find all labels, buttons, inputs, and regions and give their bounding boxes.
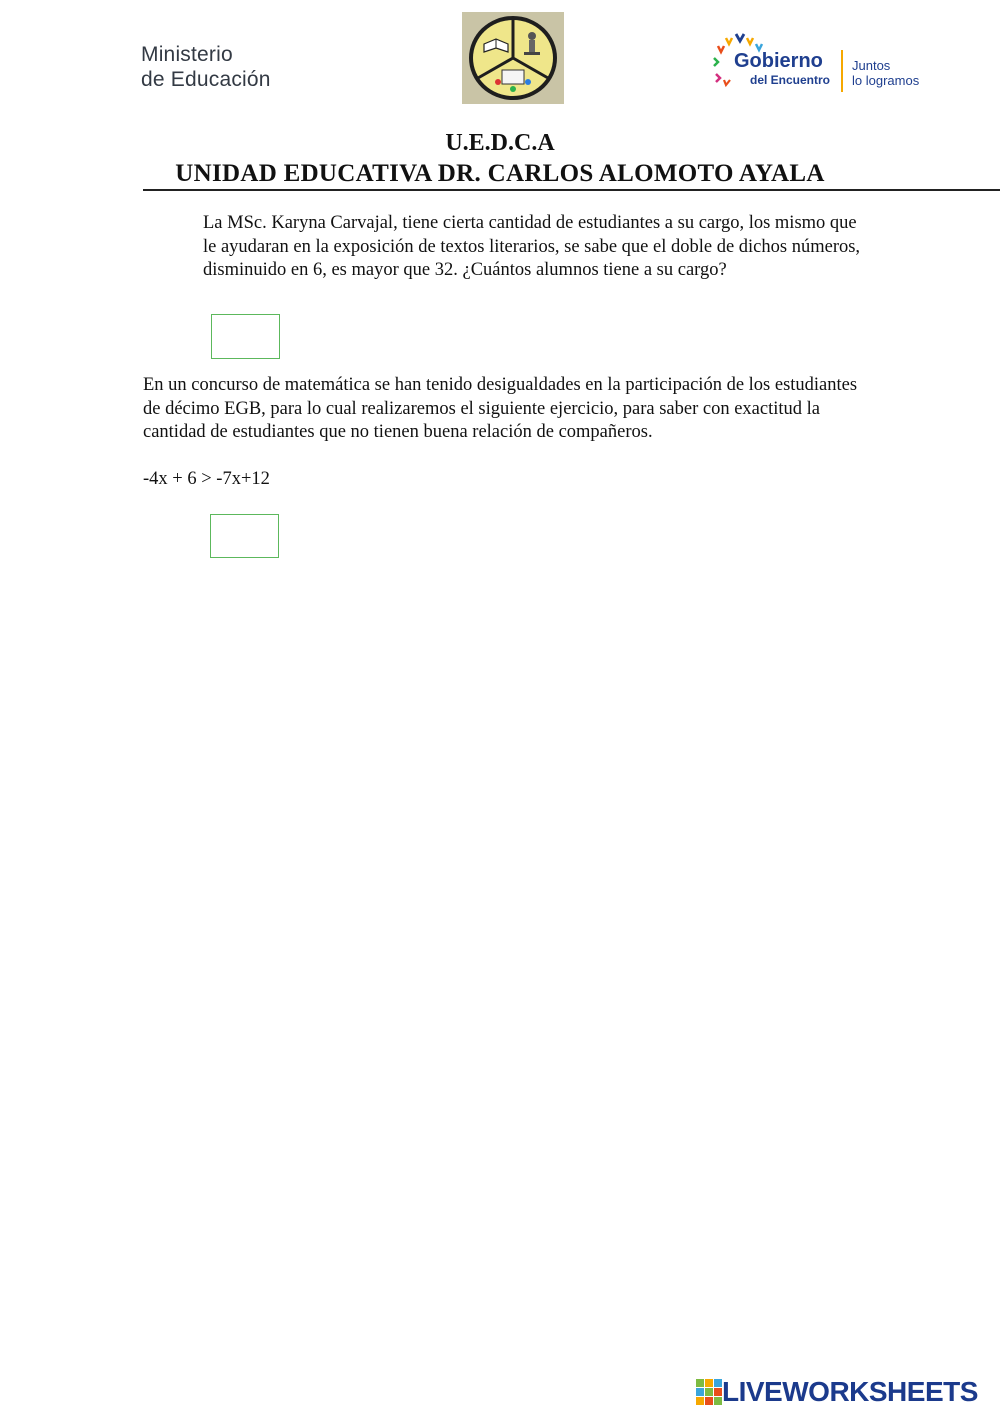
gov-name: Gobierno <box>734 50 823 72</box>
exercise-1-answer-input[interactable] <box>211 314 280 359</box>
exercise-1-text: La MSc. Karyna Carvajal, tiene cierta cantidad de estudiantes a su cargo, los mismo que le ayudaran en la exposición de textos literarios, se sabe que el doble de dichos números, disminuido en 6, es mayor que 32. ¿Cuántos alumnos tiene a su cargo? <box>203 213 861 280</box>
school-acronym: U.E.D.C.A <box>445 130 555 156</box>
gov-sub: del Encuentro <box>750 73 831 87</box>
ministry-line-2: de Educación <box>141 68 271 91</box>
exercise-2-answer-input[interactable] <box>210 514 279 558</box>
school-name: UNIDAD EDUCATIVA DR. CARLOS ALOMOTO AYALA <box>175 160 825 187</box>
exercise-2-equation: -4x + 6 > -7x+12 <box>143 469 270 489</box>
gov-slogan-line-2: lo logramos <box>852 73 920 88</box>
gov-slogan-line-1: Juntos <box>852 58 891 73</box>
ministry-logo <box>141 42 271 92</box>
liveworksheets-logo <box>696 1376 978 1408</box>
liveworksheets-icon <box>696 1379 722 1405</box>
ministry-line-1: Ministerio <box>141 43 233 66</box>
header-divider <box>143 189 1000 191</box>
school-emblem <box>462 12 564 104</box>
government-logo <box>712 30 942 96</box>
exercise-2-text: En un concurso de matemática se han tenido desigualdades en la participación de los estudiantes de décimo EGB, para lo cual realizaremos el siguiente ejercicio, para saber con exactitud la cantidad de estudiantes que no tienen buena relación de compañeros. <box>143 375 858 442</box>
liveworksheets-brand: LIVEWORKSHEETS <box>722 1376 978 1407</box>
